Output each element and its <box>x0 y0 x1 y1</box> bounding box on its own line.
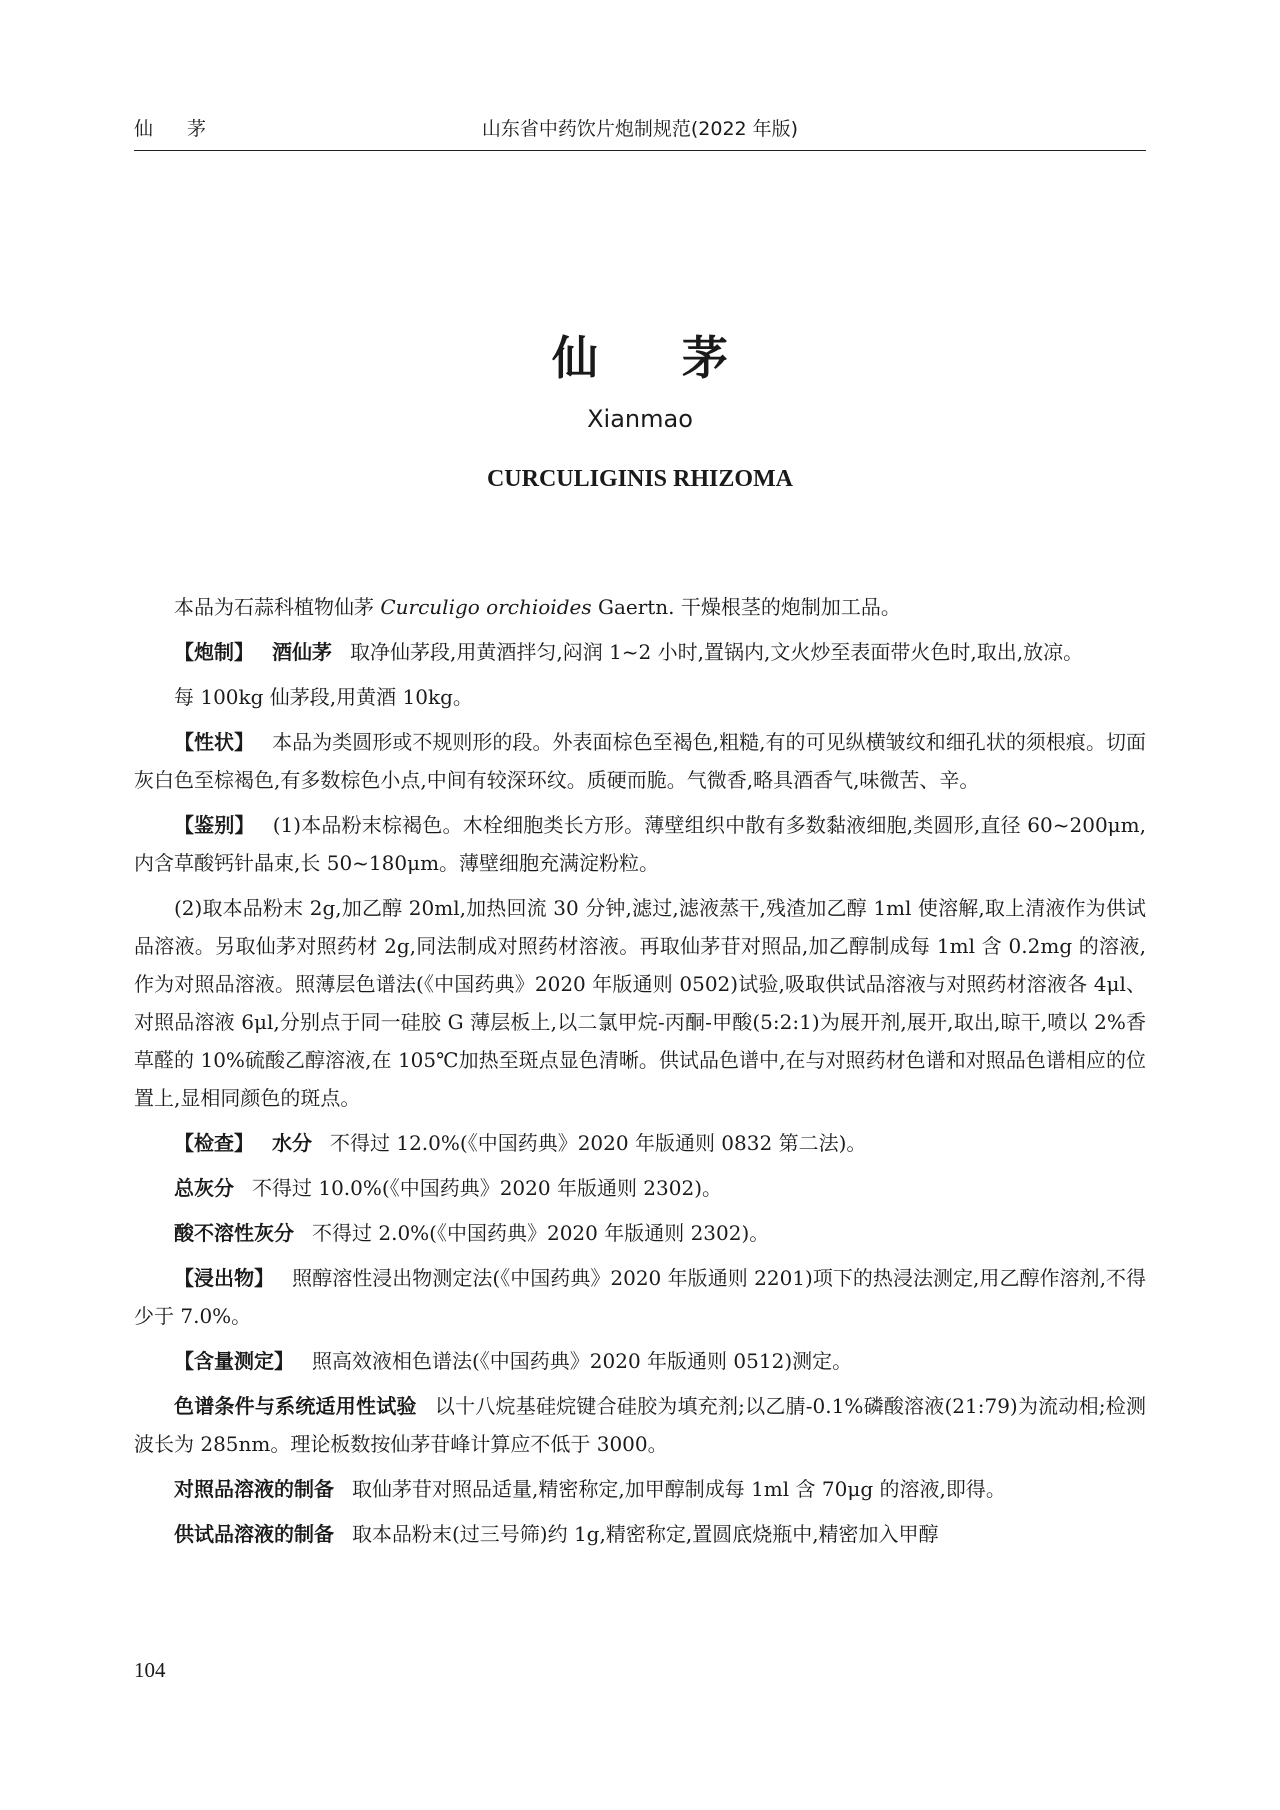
extract-paragraph <box>134 1259 1146 1335</box>
identification-paragraph-1 <box>134 806 1146 882</box>
identification-paragraph-2: (2)取本品粉末 2g,加乙醇 20ml,加热回流 30 分钟,滤过,滤液蒸干,残渣加乙醇 1ml 使溶解,取上清液作为供试品溶液。另取仙茅对照药材 2g,同法制成对照药材溶液。再取仙茅苷对照品,加乙醇制成每 1ml 含 0.2mg 的溶液,作为对照品溶液。照薄层色谱法(《中国药典》2020 年版通则 0502)试验,吸取供试品溶液与对照药材溶液各 4μl、对照品溶液 6μl,分别点于同一硅胶 G 薄层板上,以二氯甲烷-丙酮-甲酸(5:2:1)为展开剂,展开,取出,晾干,喷以 2%香草醛的 10%硫酸乙醇溶液,在 105℃加热至斑点显色清晰。供试品色谱中,在与对照药材色谱和对照品色谱相应的位置上,显相同颜色的斑点。 <box>134 896 1146 1110</box>
processing-ratio: 每 100kg 仙茅段,用黄酒 10kg。 <box>174 685 473 709</box>
subheading-chromatography: 色谱条件与系统适用性试验 <box>174 1394 417 1418</box>
subheading-test-solution: 供试品溶液的制备 <box>174 1522 334 1546</box>
page-number: 104 <box>134 1658 166 1682</box>
latin-name: CURCULIGINIS RHIZOMA <box>486 466 794 492</box>
section-label-inspection: 【检查】 <box>174 1131 254 1155</box>
extract-text: 照醇溶性浸出物测定法(《中国药典》2020 年版通则 2201)项下的热浸法测定,用乙醇作溶剂,不得少于 7.0%。 <box>134 1266 1146 1328</box>
assay-text: 照高效液相色谱法(《中国药典》2020 年版通则 0512)测定。 <box>312 1349 853 1373</box>
running-header-book-title: 山东省中药饮片炮制规范(2022 年版) <box>481 118 799 140</box>
section-label-identification: 【鉴别】 <box>174 813 255 837</box>
test-solution-text: 取本品粉末(过三号筛)约 1g,精密称定,置圆底烧瓶中,精密加入甲醇 <box>352 1522 939 1546</box>
water-text: 不得过 12.0%(《中国药典》2020 年版通则 0832 第二法)。 <box>330 1131 867 1155</box>
subheading-water: 水分 <box>272 1131 312 1155</box>
inspection-paragraph-water <box>134 1124 1146 1162</box>
processing-paragraph <box>134 633 1146 671</box>
page-title: 仙 茅 <box>551 331 762 385</box>
subheading-total-ash: 总灰分 <box>174 1176 234 1200</box>
assay-chromatography-paragraph <box>134 1387 1146 1463</box>
intro-pre: 本品为石蒜科植物仙茅 <box>174 595 381 619</box>
subheading-reference-solution: 对照品溶液的制备 <box>174 1477 334 1501</box>
subheading-wine-processed: 酒仙茅 <box>272 640 332 664</box>
header-divider <box>134 150 1146 151</box>
section-label-description: 【性状】 <box>174 730 255 754</box>
intro-post: Gaertn. 干燥根茎的炮制加工品。 <box>591 595 901 619</box>
identification-text-1: (1)本品粉末棕褐色。木栓细胞类长方形。薄壁组织中散有多数黏液细胞,类圆形,直径 60~200μm,内含草酸钙针晶束,长 50~180μm。薄壁细胞充满淀粉粒。 <box>134 813 1146 875</box>
assay-paragraph <box>134 1342 1146 1380</box>
section-label-extract: 【浸出物】 <box>174 1266 275 1290</box>
species-name: Curculigo orchioides <box>380 595 592 619</box>
section-label-processing: 【炮制】 <box>174 640 254 664</box>
ash-text: 不得过 10.0%(《中国药典》2020 年版通则 2302)。 <box>252 1176 723 1200</box>
pinyin-name: Xianmao <box>587 405 693 433</box>
reference-solution-text: 取仙茅苷对照品适量,精密称定,加甲醇制成每 1ml 含 70μg 的溶液,即得。 <box>352 1477 1006 1501</box>
running-header-title: 仙 茅 <box>134 118 221 140</box>
subheading-acid-insoluble-ash: 酸不溶性灰分 <box>174 1221 294 1245</box>
inspection-paragraph-ash <box>134 1169 1146 1207</box>
inspection-paragraph-acid-ash <box>134 1214 1146 1252</box>
monograph-body <box>134 588 1146 1560</box>
assay-reference-paragraph <box>134 1470 1146 1508</box>
section-label-assay: 【含量测定】 <box>174 1349 294 1373</box>
description-paragraph <box>134 723 1146 799</box>
chromatography-text: 以十八烷基硅烷键合硅胶为填充剂;以乙腈-0.1%磷酸溶液(21:79)为流动相;检测波长为 285nm。理论板数按仙茅苷峰计算应不低于 3000。 <box>134 1394 1146 1456</box>
assay-test-paragraph <box>134 1515 1146 1553</box>
intro-paragraph <box>134 588 1146 626</box>
acid-ash-text: 不得过 2.0%(《中国药典》2020 年版通则 2302)。 <box>312 1221 770 1245</box>
description-text: 本品为类圆形或不规则形的段。外表面棕色至褐色,粗糙,有的可见纵横皱纹和细孔状的须根痕。切面灰白色至棕褐色,有多数棕色小点,中间有较深环纹。质硬而脆。气微香,略具酒香气,味微苦、辛。 <box>134 730 1147 792</box>
processing-text: 取净仙茅段,用黄酒拌匀,闷润 1~2 小时,置锅内,文火炒至表面带火色时,取出,放凉。 <box>350 640 1084 664</box>
